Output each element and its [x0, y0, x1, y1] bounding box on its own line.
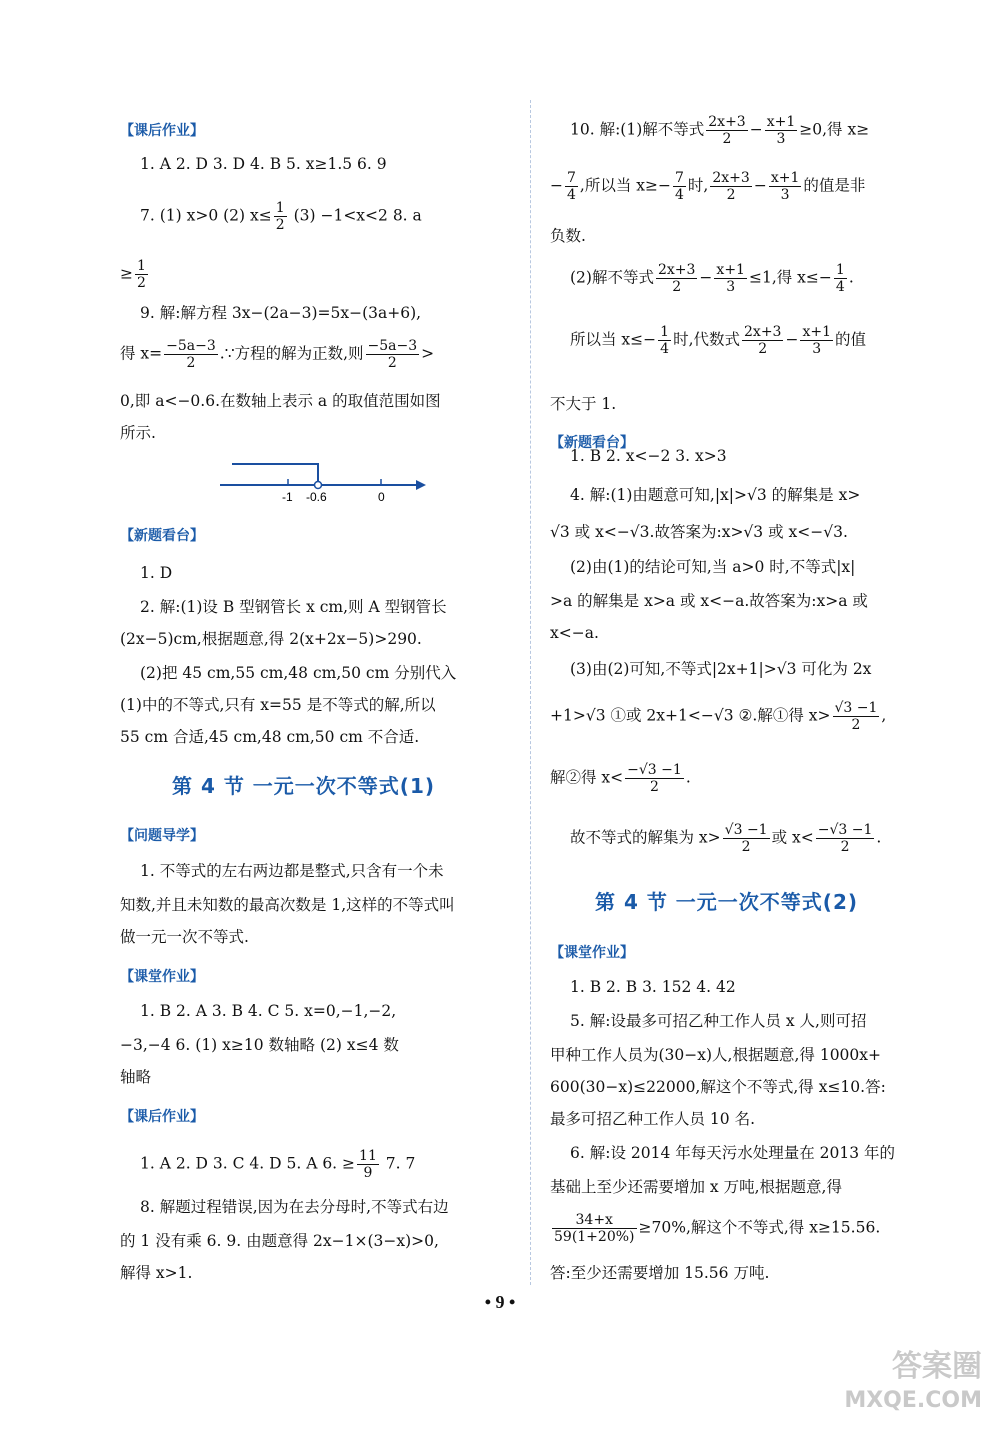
answer-line: 轴略 [120, 1068, 152, 1086]
answer-line: 得 x= $\frac{-5a-3}{2}$ .∵方程的解为正数,则 $\frac{-5a-3}{2}$ > [120, 338, 435, 371]
answer-line: (2)由(1)的结论可知,当 a>0 时,不等式|x| [570, 558, 856, 576]
fraction: $\frac{1}{2}$ [275, 200, 285, 233]
fraction: $\frac{1}{4}$ [660, 324, 670, 357]
axis-arrow [416, 480, 426, 490]
answer-line: 9. 解:解方程 3x−(2a−3)=5x−(3a+6), [140, 304, 422, 322]
fraction: $\frac{-5a-3}{2}$ [367, 338, 418, 371]
answer-line: 4. 解:(1)由题意可知,|x|>√3 的解集是 x> [570, 486, 861, 504]
answer-line: 甲种工作人员为(30−x)人,根据题意,得 1000x+ [550, 1046, 882, 1064]
answer-line: √3 或 x<−√3.故答案为:x>√3 或 x<−√3. [550, 523, 848, 541]
answer-line: 不大于 1. [550, 395, 617, 413]
range-indicator [232, 464, 318, 481]
answer-line: 所示. [120, 424, 156, 442]
answer-line: 解得 x>1. [120, 1264, 193, 1282]
answer-line: 的 1 没有乘 6. 9. 由题意得 2x−1×(3−x)>0, [120, 1232, 439, 1250]
section-title: 第 4 节 一元一次不等式(2) [595, 890, 859, 914]
fraction: $\frac{x+1}{3}$ [716, 262, 745, 295]
fraction: $\frac{√3 -1}{2}$ [834, 700, 878, 733]
answer-line: (2)把 45 cm,55 cm,48 cm,50 cm 分别代入 [140, 664, 457, 682]
answer-line: 1. D [140, 564, 173, 582]
fraction: $\frac{-5a-3}{2}$ [166, 338, 216, 371]
section-tag-guided-questions: 【问题导学】 [120, 828, 204, 844]
watermark-logo: 答案圈 MXQE.COM [844, 1349, 982, 1413]
fraction: $\frac{7}{4}$ [567, 170, 576, 203]
open-point [315, 482, 322, 489]
answer-line: 1. 不等式的左右两边都是整式,只含有一个未 [140, 862, 444, 880]
answer-line: 知数,并且未知数的最高次数是 1,这样的不等式叫 [120, 896, 455, 914]
answer-line: 基础上至少还需要增加 x 万吨,根据题意,得 [550, 1178, 842, 1196]
fraction: $\frac{-√3 -1}{2}$ [627, 762, 682, 795]
number-line-figure [218, 455, 428, 505]
fraction: $\frac{2x+3}{2}$ [712, 170, 750, 203]
answer-line: 解②得 x< $\frac{-√3 -1}{2}$ . [550, 762, 691, 795]
answer-line: (2x−5)cm,根据题意,得 2(x+2x−5)>290. [120, 630, 422, 648]
fraction: $\frac{2x+3}{2}$ [744, 324, 782, 357]
tick-label: 0 [378, 490, 385, 504]
answer-line: 55 cm 合适,45 cm,48 cm,50 cm 不合适. [120, 728, 420, 746]
answer-line: 负数. [550, 227, 586, 245]
section-tag-new-problems: 【新题看台】 [120, 528, 204, 544]
answer-line: (3)由(2)可知,不等式|2x+1|>√3 可化为 2x [570, 660, 872, 678]
answer-line: 1. B 2. B 3. 152 4. 42 [570, 978, 736, 996]
answer-line: >a 的解集是 x>a 或 x<−a.故答案为:x>a 或 [550, 592, 868, 610]
answer-line: 1. B 2. A 3. B 4. C 5. x=0,−1,−2, [140, 1002, 397, 1020]
answer-line: +1>√3 ①或 2x+1<−√3 ②.解①得 x> $\frac{√3 -1}{2}$ , [550, 700, 887, 733]
fraction: $\frac{11}{9}$ [359, 1148, 377, 1181]
fraction: $\frac{-√3 -1}{2}$ [817, 822, 873, 855]
answer-line: 0,即 a<−0.6.在数轴上表示 a 的取值范围如图 [120, 392, 441, 410]
section-tag-homework: 【课后作业】 [120, 123, 204, 139]
column-divider [530, 100, 531, 1285]
fraction: $\frac{x+1}{3}$ [766, 114, 796, 147]
fraction: $\frac{√3 -1}{2}$ [724, 822, 768, 855]
fraction: $\frac{x+1}{3}$ [802, 324, 832, 357]
answer-line: − $\frac{7}{4}$ ,所以当 x≥− $\frac{7}{4}$ 时, $\frac{2x+3}{2}$ − $\frac{x+1}{3}$ 的值是非 [550, 170, 866, 203]
fraction: $\frac{2x+3}{2}$ [657, 262, 696, 295]
answer-line: 1. A 2. D 3. D 4. B 5. x≥1.5 6. 9 [140, 155, 387, 173]
section-tag-classwork: 【课堂作业】 [120, 969, 204, 985]
section-tag-homework: 【课后作业】 [120, 1109, 204, 1125]
answer-line: 故不等式的解集为 x> $\frac{√3 -1}{2}$ 或 x< $\frac{-√3 -1}{2}$ . [570, 822, 882, 855]
answer-line: 8. 解题过程错误,因为在去分母时,不等式右边 [140, 1198, 449, 1216]
tick-label: -1 [282, 490, 293, 504]
answer-line: 6. 解:设 2014 年每天污水处理量在 2013 年的 [570, 1144, 896, 1162]
answer-line: 1. A 2. D 3. C 4. D 5. A 6. ≥ $\frac{11}{9}$ 7. 7 [140, 1148, 416, 1181]
answer-line: 答:至少还需要增加 15.56 万吨. [550, 1264, 770, 1282]
answer-line: 600(30−x)≤22000,解这个不等式,得 x≤10.答: [550, 1078, 886, 1096]
answer-line: 10. 解:(1)解不等式 $\frac{2x+3}{2}$ − $\frac{x+1}{3}$ ≥0,得 x≥ [570, 114, 870, 147]
page-number: • 9 • [484, 1292, 516, 1312]
answer-line: x<−a. [550, 624, 599, 642]
answer-line: 2. 解:(1)设 B 型钢管长 x cm,则 A 型钢管长 [140, 598, 447, 616]
fraction: $\frac{1}{2}$ [137, 258, 146, 291]
answer-line: ≥ $\frac{1}{2}$ [120, 258, 146, 291]
answer-line: 最多可招乙种工作人员 10 名. [550, 1110, 756, 1128]
answer-line: 7. (1) x>0 (2) x≤ $\frac{1}{2}$ (3) −1<x<2 8. a [140, 200, 422, 233]
fraction: $\frac{7}{4}$ [675, 170, 684, 203]
fraction: $\frac{1}{4}$ [835, 262, 845, 295]
answer-line: $\frac{34+x}{59(1+20\%)}$ ≥70%,解这个不等式,得 x≥15.56. [554, 1212, 881, 1245]
answer-line: 做一元一次不等式. [120, 928, 249, 946]
answer-line: 所以当 x≤− $\frac{1}{4}$ 时,代数式 $\frac{2x+3}{2}$ − $\frac{x+1}{3}$ 的值 [570, 324, 867, 357]
answer-line: 1. B 2. x<−2 3. x>3 [570, 447, 727, 465]
answer-line: −3,−4 6. (1) x≥10 数轴略 (2) x≤4 数 [120, 1036, 399, 1054]
fraction: $\frac{2x+3}{2}$ [708, 114, 746, 147]
section-tag-new-problems: 【新题看台】 [550, 435, 634, 451]
tick-label: -0.6 [306, 490, 327, 504]
answer-line: (2)解不等式 $\frac{2x+3}{2}$ − $\frac{x+1}{3}$ ≤1,得 x≤− $\frac{1}{4}$ . [570, 262, 854, 295]
section-title: 第 4 节 一元一次不等式(1) [172, 774, 436, 798]
fraction: $\frac{34+x}{59(1+20\%)}$ [554, 1212, 635, 1245]
answer-line: 5. 解:设最多可招乙种工作人员 x 人,则可招 [570, 1012, 867, 1030]
answer-line: (1)中的不等式,只有 x=55 是不等式的解,所以 [120, 696, 436, 714]
fraction: $\frac{x+1}{3}$ [770, 170, 800, 203]
section-tag-classwork: 【课堂作业】 [550, 945, 634, 961]
